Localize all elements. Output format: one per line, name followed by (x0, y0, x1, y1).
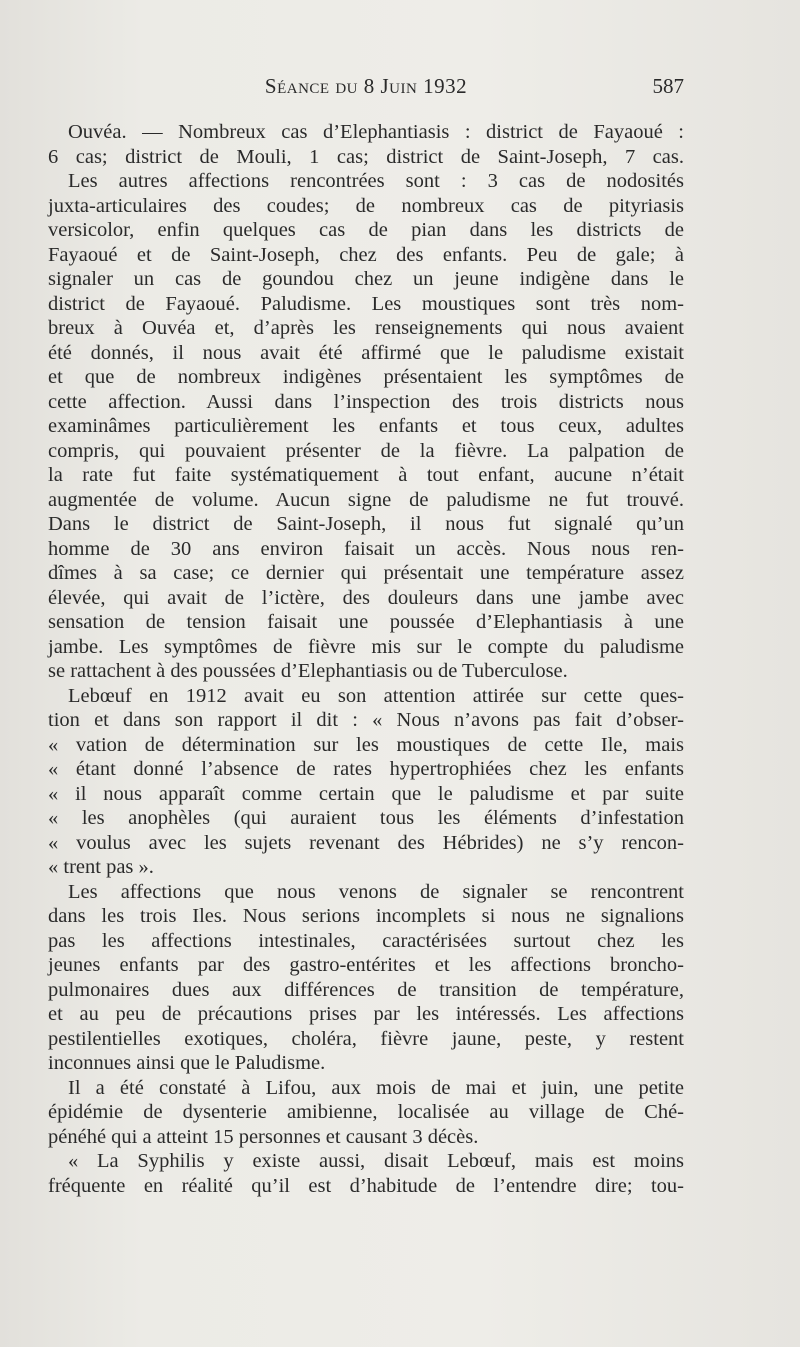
text-line: pénéhé qui a atteint 15 personnes et causant 3 décès. (48, 1125, 479, 1148)
text-line: épidémie de dysenterie amibienne, localisée au village de Ché- (48, 1101, 684, 1123)
text-line: 6 cas; district de Mouli, 1 cas; district de Saint-Joseph, 7 cas. (48, 145, 684, 168)
text-line: Ouvéa. — Nombreux cas d’Elephantiasis : district de Fayaoué : (68, 121, 684, 143)
text-line: examinâmes particulièrement les enfants et tous ceux, adultes (48, 415, 684, 437)
text-line: et au peu de précautions prises par les intéressés. Les affections (48, 1003, 684, 1025)
page-number: 587 (652, 74, 684, 98)
text-line: augmentée de volume. Aucun signe de paludisme ne fut trouvé. (48, 488, 684, 511)
text-line: cette affection. Aussi dans l’inspection des trois districts nous (48, 390, 684, 413)
text-line: élevée, qui avait de l’ictère, des douleurs dans une jambe avec (48, 586, 684, 609)
text-line: signaler un cas de goundou chez un jeune indigène dans le (48, 268, 684, 290)
text-line: district de Fayaoué. Paludisme. Les moustiques sont très nom- (48, 292, 684, 315)
text-line: Lebœuf en 1912 avait eu son attention attirée sur cette ques- (68, 684, 684, 707)
text-line: jeunes enfants par des gastro-entérites et les affections broncho- (48, 954, 684, 976)
text-line: « étant donné l’absence de rates hypertrophiées chez les enfants (48, 758, 684, 780)
text-line: « trent pas ». (48, 856, 154, 878)
text-line: « vation de détermination sur les moustiques de cette Ile, mais (48, 733, 684, 756)
text-line: sensation de tension faisait une poussée d’Elephantiasis à une (48, 611, 684, 633)
text-line: la rate fut faite systématiquement à tout enfant, aucune n’était (48, 464, 684, 486)
text-line: inconnues ainsi que le Paludisme. (48, 1052, 326, 1074)
text-line: « il nous apparaît comme certain que le paludisme et par suite (48, 782, 684, 805)
text-line: jambe. Les symptômes de fièvre mis sur le compte du paludisme (48, 635, 684, 658)
text-line: dîmes à sa case; ce dernier qui présentait une température assez (48, 562, 684, 584)
text-line: dans les trois Iles. Nous serions incomplets si nous ne signalions (48, 905, 684, 927)
text-line: Les affections que nous venons de signaler se rencontrent (68, 880, 684, 903)
text-line: compris, qui pouvaient présenter de la fièvre. La palpation de (48, 439, 684, 462)
text-line: Dans le district de Saint-Joseph, il nous fut signalé qu’un (48, 513, 684, 535)
text-line: fréquente en réalité qu’il est d’habitude de l’entendre dire; tou- (48, 1174, 684, 1197)
text-line: homme de 30 ans environ faisait un accès. Nous nous ren- (48, 537, 684, 560)
text-line: Il a été constaté à Lifou, aux mois de mai et juin, une petite (68, 1076, 684, 1099)
text-line: Fayaoué et de Saint-Joseph, chez des enfants. Peu de gale; à (48, 243, 684, 266)
text-line: se rattachent à des poussées d’Elephantiasis ou de Tuberculose. (48, 660, 568, 682)
text-line: « voulus avec les sujets revenant des Hébrides) ne s’y rencon- (48, 831, 684, 854)
text-line: pulmonaires dues aux différences de transition de température, (48, 978, 684, 1001)
running-title: Séance du 8 Juin 1932 (264, 74, 468, 98)
text-line: pas les affections intestinales, caractérisées surtout chez les (48, 929, 684, 952)
text-line: « les anophèles (qui auraient tous les éléments d’infestation (48, 807, 684, 829)
text-line: pestilentielles exotiques, choléra, fièvre jaune, peste, y restent (48, 1027, 684, 1050)
page-header (48, 74, 684, 102)
text-line: et que de nombreux indigènes présentaient les symptômes de (48, 366, 684, 388)
text-line: Les autres affections rencontrées sont : 3 cas de nodosités (68, 170, 684, 192)
text-line: juxta-articulaires des coudes; de nombreux cas de pityriasis (48, 194, 684, 217)
text-line: tion et dans son rapport il dit : « Nous n’avons pas fait d’obser- (48, 709, 684, 731)
text-line: versicolor, enfin quelques cas de pian dans les districts de (48, 219, 684, 241)
text-line: « La Syphilis y existe aussi, disait Lebœuf, mais est moins (68, 1150, 684, 1172)
body-text (48, 120, 684, 1198)
text-line: été donnés, il nous avait été affirmé que le paludisme existait (48, 341, 684, 364)
text-line: breux à Ouvéa et, d’après les renseignements qui nous avaient (48, 317, 684, 339)
